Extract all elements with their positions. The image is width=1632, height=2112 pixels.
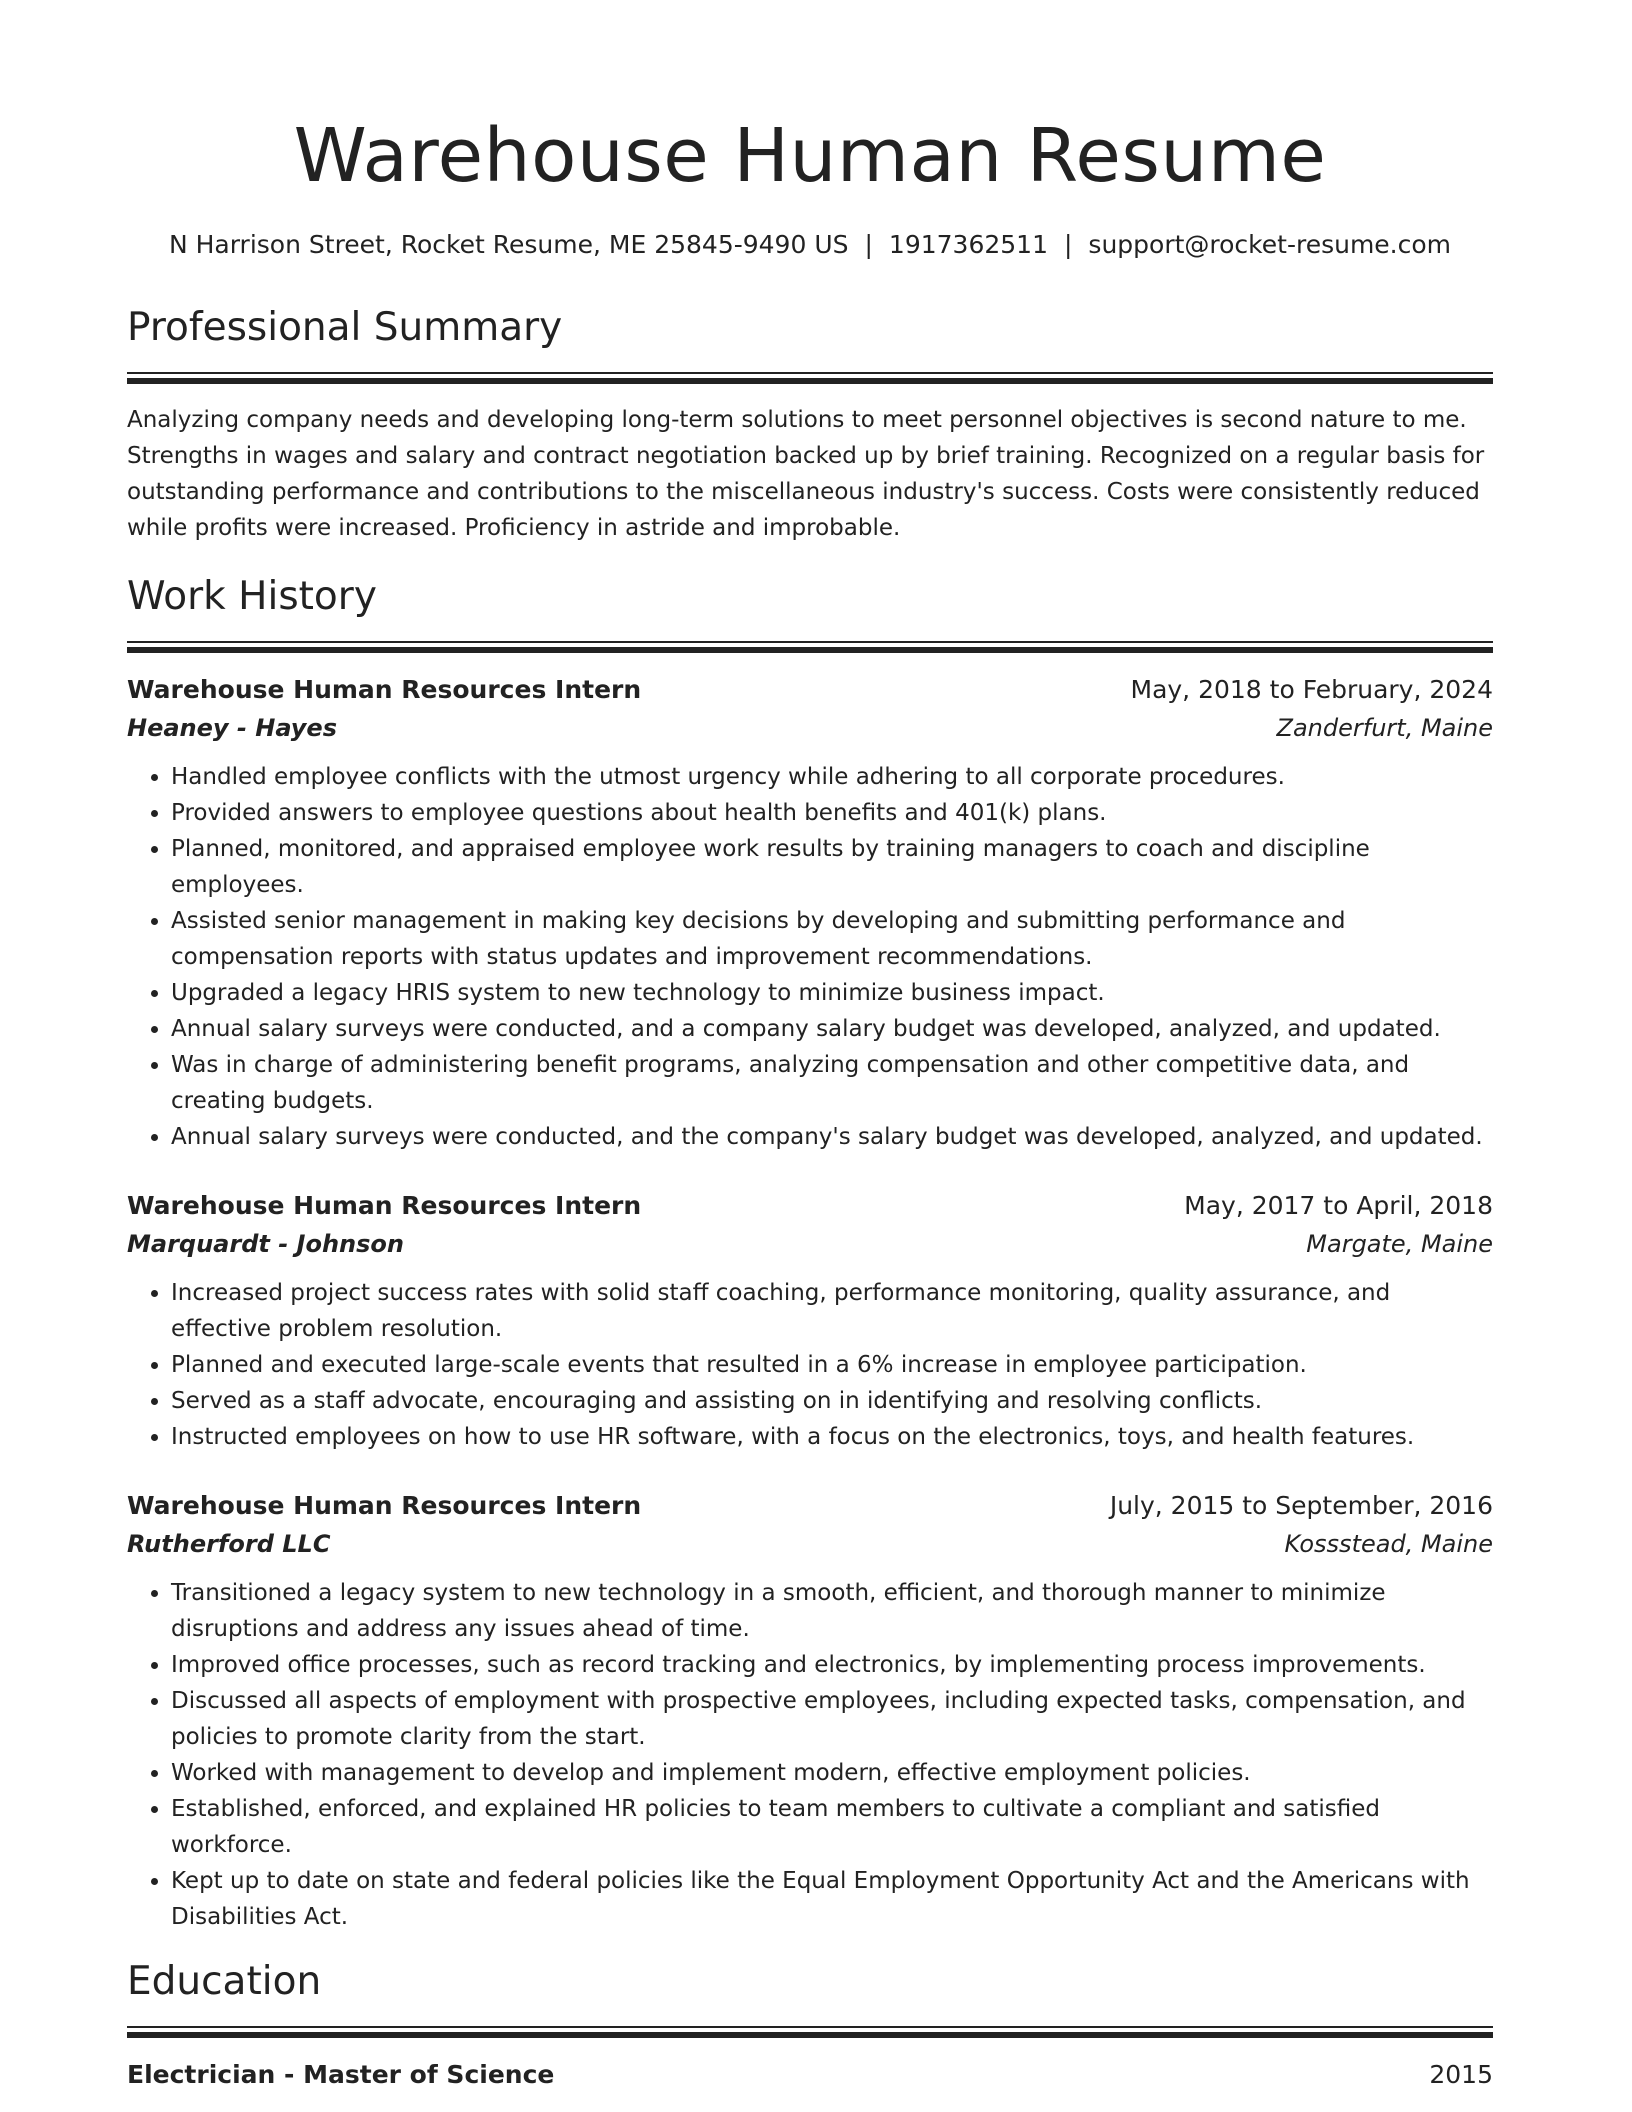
job-company: Heaney - Hayes xyxy=(127,713,337,742)
job-bullet: • Upgraded a legacy HRIS system to new technology to minimize business impact. xyxy=(171,975,1493,1011)
contact-phone: 1917362511 xyxy=(888,229,1048,259)
resume-content xyxy=(127,112,1493,2094)
job-location: Margate, Maine xyxy=(1306,1229,1493,1258)
job-company: Marquardt - Johnson xyxy=(127,1229,404,1258)
job-bullet: • Provided answers to employee questions about health benefits and 401(k) plans. xyxy=(171,795,1493,831)
job-bullet: • Instructed employees on how to use HR software, with a focus on the electronics, toys, and health features. xyxy=(171,1419,1493,1455)
job-title: Warehouse Human Resources Intern xyxy=(127,674,642,704)
job-dates: May, 2017 to April, 2018 xyxy=(1184,1190,1493,1220)
job-company-row xyxy=(127,709,1493,747)
job-bullet: • Improved office processes, such as record tracking and electronics, by implementing process improvements. xyxy=(171,1647,1493,1683)
job-bullet: • Worked with management to develop and implement modern, effective employment policies. xyxy=(171,1755,1493,1791)
job-title: Warehouse Human Resources Intern xyxy=(127,1490,642,1520)
job-header-row xyxy=(127,671,1493,709)
contact-line xyxy=(127,229,1493,262)
job-bullet: • Planned and executed large-scale events that resulted in a 6% increase in employee participation. xyxy=(171,1347,1493,1383)
job-company-row xyxy=(127,1525,1493,1563)
resume-title: Warehouse Human Resume xyxy=(293,113,1327,199)
job-bullet: • Increased project success rates with solid staff coaching, performance monitoring, quality assurance, and effective problem resolution. xyxy=(171,1275,1493,1347)
job-dates: May, 2018 to February, 2024 xyxy=(1130,674,1493,704)
job-bullet: • Was in charge of administering benefit programs, analyzing compensation and other competitive data, and creating budgets. xyxy=(171,1047,1493,1119)
job-bullet: • Transitioned a legacy system to new technology in a smooth, efficient, and thorough manner to minimize disruptions and address any issues ahead of time. xyxy=(171,1575,1493,1647)
education-degree: Electrician - Master of Science xyxy=(127,2059,555,2089)
job-location: Zanderfurt, Maine xyxy=(1276,713,1493,742)
contact-separator: | xyxy=(864,229,873,259)
job-company-row xyxy=(127,1225,1493,1263)
contact-address: N Harrison Street, Rocket Resume, ME 25845-9490 US xyxy=(168,229,849,259)
job-bullet: • Assisted senior management in making key decisions by developing and submitting performance and compensation reports with status updates and improvement recommendations. xyxy=(171,903,1493,975)
job-bullet: • Served as a staff advocate, encouraging and assisting on in identifying and resolving conflicts. xyxy=(171,1383,1493,1419)
job-bullet: • Annual salary surveys were conducted, and a company salary budget was developed, analyzed, and updated. xyxy=(171,1011,1493,1047)
job-title: Warehouse Human Resources Intern xyxy=(127,1190,642,1220)
job-bullet: • Established, enforced, and explained HR policies to team members to cultivate a compliant and satisfied workforce. xyxy=(171,1791,1493,1863)
job-entry xyxy=(127,671,1493,1155)
contact-separator: | xyxy=(1063,229,1073,259)
job-bullet: • Annual salary surveys were conducted, and the company's salary budget was developed, analyzed, and updated. xyxy=(171,1119,1493,1155)
job-dates: July, 2015 to September, 2016 xyxy=(1109,1490,1493,1520)
work-section xyxy=(127,574,1493,1935)
job-bullets xyxy=(127,1575,1493,1935)
education-row xyxy=(127,2056,1493,2094)
summary-text: Analyzing company needs and developing long-term solutions to meet personnel objectives is second nature to me. Strengths in wages and salary and contract negotiation backed up by brief training. Recognized on a regular basis for outstanding performance and contributions to the miscellaneous industry's success. Costs were consistently reduced while profits were increased. Proficiency in astride and improbable. xyxy=(127,407,1485,542)
job-header-row xyxy=(127,1487,1493,1525)
section-divider xyxy=(127,641,1493,653)
job-bullet: • Kept up to date on state and federal policies like the Equal Employment Opportunity Act and the Americans with Disabilities Act. xyxy=(171,1863,1493,1935)
job-company: Rutherford LLC xyxy=(127,1529,331,1558)
section-heading-education: Education xyxy=(127,1958,322,2004)
contact-email[interactable]: support@rocket-resume.com xyxy=(1088,229,1452,259)
section-divider xyxy=(127,372,1493,384)
job-bullets xyxy=(127,759,1493,1155)
job-entry xyxy=(127,1187,1493,1455)
job-location: Kossstead, Maine xyxy=(1284,1529,1493,1558)
section-heading-work: Work History xyxy=(127,574,377,620)
job-bullets xyxy=(127,1275,1493,1455)
summary-section xyxy=(127,305,1493,546)
job-bullet: • Planned, monitored, and appraised employee work results by training managers to coach and discipline employees. xyxy=(171,831,1493,903)
job-bullet: • Discussed all aspects of employment with prospective employees, including expected tasks, compensation, and policies to promote clarity from the start. xyxy=(171,1683,1493,1755)
job-bullet: • Handled employee conflicts with the utmost urgency while adhering to all corporate procedures. xyxy=(171,759,1493,795)
job-entry xyxy=(127,1487,1493,1935)
education-section xyxy=(127,1959,1493,2094)
section-divider xyxy=(127,2026,1493,2038)
education-year: 2015 xyxy=(1429,2059,1493,2089)
job-header-row xyxy=(127,1187,1493,1225)
section-heading-summary: Professional Summary xyxy=(127,305,563,351)
